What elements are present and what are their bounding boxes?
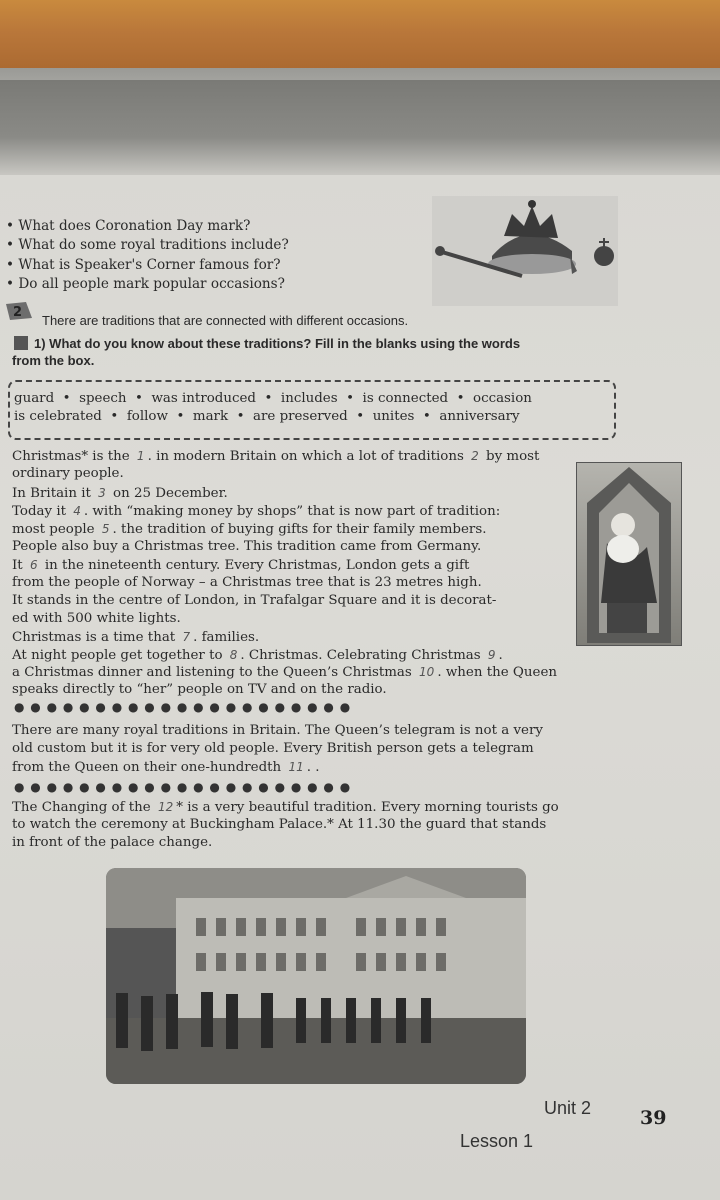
unit-label: Unit 2 bbox=[544, 1098, 592, 1118]
buckingham-palace-guard-photo bbox=[106, 868, 526, 1084]
dotted-separator: ● ● ● ● ● ● ● ● ● ● ● ● ● ● ● ● ● ● ● ● ● bbox=[14, 700, 352, 714]
text-line: The Changing of the 12 * is a very beautiful tradition. Every morning tourists go bbox=[12, 800, 559, 815]
page-number: 39 bbox=[640, 1107, 667, 1129]
text-line: At night people get together to 8 . Christmas. Celebrating Christmas 9 . bbox=[12, 648, 503, 663]
text-line: to watch the ceremony at Buckingham Palace.* At 11.30 the guard that stands bbox=[12, 817, 547, 832]
question-4: • Do all people mark popular occasions? bbox=[6, 276, 285, 292]
task-line-1: 1) What do you know about these traditions? Fill in the blanks using the words bbox=[14, 335, 520, 353]
text-line: a Christmas dinner and listening to the Queen’s Christmas 10 . when the Queen bbox=[12, 665, 557, 680]
text-line: speaks directly to “her” people on TV and on the radio. bbox=[12, 682, 387, 697]
text-line: ed with 500 white lights. bbox=[12, 611, 181, 626]
text-line: There are many royal traditions in Britain. The Queen’s telegram is not a very bbox=[12, 723, 543, 738]
text-line: Today it 4 . with “making money by shops” that is now part of tradition: bbox=[12, 504, 501, 519]
text-line: It 6 in the nineteenth century. Every Christmas, London gets a gift bbox=[12, 558, 470, 573]
santa-on-throne-image bbox=[576, 462, 682, 646]
writing-task-icon bbox=[14, 336, 28, 350]
text-line: from the people of Norway – a Christmas tree that is 23 metres high. bbox=[12, 575, 482, 590]
text-line: It stands in the centre of London, in Trafalgar Square and it is decorat- bbox=[12, 593, 497, 608]
text-line: in front of the palace change. bbox=[12, 835, 213, 850]
exercise-intro: There are traditions that are connected with different occasions. bbox=[42, 313, 409, 328]
text-line: from the Queen on their one-hundredth 11 . . bbox=[12, 760, 320, 775]
svg-text:2: 2 bbox=[13, 305, 23, 320]
text-line: ordinary people. bbox=[12, 466, 124, 481]
text-line: People also buy a Christmas tree. This tradition came from Germany. bbox=[12, 539, 482, 554]
text-line: old custom but it is for very old people. Every British person gets a telegram bbox=[12, 741, 534, 756]
crown-sceptre-orb-illustration bbox=[432, 196, 618, 306]
lesson-label: Lesson 1 bbox=[460, 1131, 534, 1151]
page-shadow-band bbox=[0, 80, 720, 175]
text-line: Christmas* is the 1 . in modern Britain on which a lot of traditions 2 by most bbox=[12, 449, 540, 464]
task-line-2: from the box. bbox=[12, 353, 95, 368]
question-3: • What is Speaker's Corner famous for? bbox=[6, 257, 281, 273]
question-1: • What does Coronation Day mark? bbox=[6, 218, 251, 234]
question-2: • What do some royal traditions include? bbox=[6, 237, 289, 253]
word-box-row-2: is celebrated • follow • mark • are preserved • unites • anniversary bbox=[14, 409, 520, 424]
word-box-row-1: guard • speech • was introduced • includes • is connected • occasion bbox=[14, 391, 532, 406]
exercise-number-icon bbox=[4, 300, 34, 322]
dotted-separator: ● ● ● ● ● ● ● ● ● ● ● ● ● ● ● ● ● ● ● ● ● bbox=[14, 780, 352, 794]
text-line: In Britain it 3 on 25 December. bbox=[12, 486, 228, 501]
text-line: most people 5 . the tradition of buying gifts for their family members. bbox=[12, 522, 487, 537]
text-line: Christmas is a time that 7 . families. bbox=[12, 630, 260, 645]
